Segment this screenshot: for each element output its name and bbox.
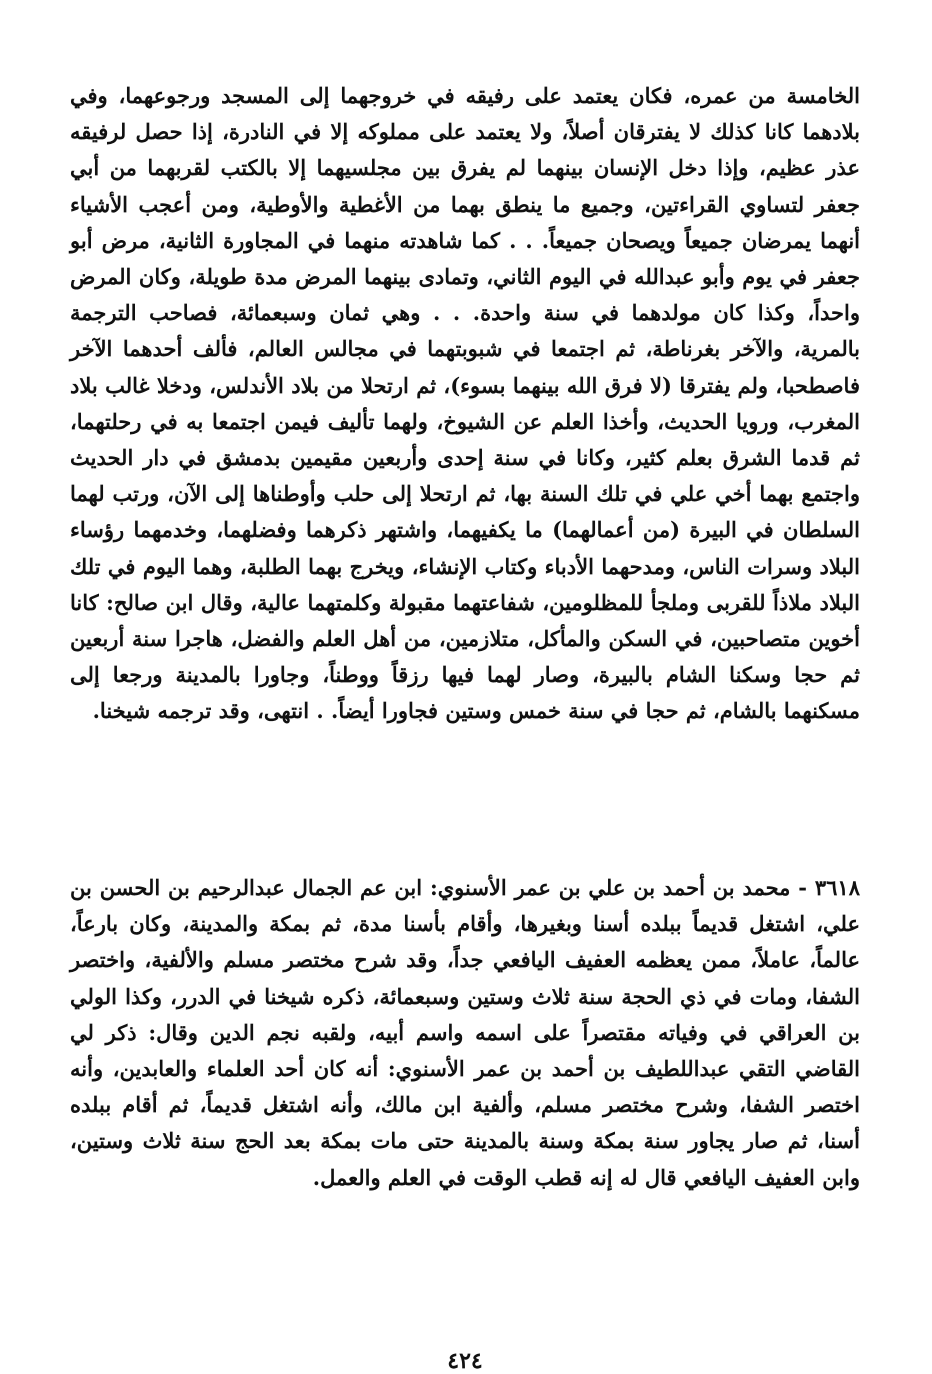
- entry-body: : ابن عم الجمال عبدالرحيم بن الحسن بن علي، اشتغل قديماً ببلده أسنا وبغيرها، وأقام بأسنا مدة، ثم بمكة والمدينة، وكان بارعاً، عالماً، عاملاً، ممن يعظمه العفيف اليافعي جداً، وقد شرح مختصر مسلم والألفية، واختصر الشفا، ومات في ذي الحجة سنة ثلاث وستين وسبعمائة، ذكره شيخنا في الدرر، وكذا الولي بن العراقي في وفياته مقتصراً على اسمه واسم أبيه، ولقبه نجم الدين وقال: ذكر لي القاضي التقي عبداللطيف بن أحمد بن عمر الأسنوي: أنه كان أحد العلماء والعابدين، وأنه اختصر الشفا، وشرح مختصر مسلم، وألفية ابن مالك، وأنه اشتغل قديماً، ثم أقام ببلده أسنا، ثم صار يجاور سنة بمكة وسنة بالمدينة حتى مات بمكة بعد الحج سنة ثلاث وستين، وابن العفيف اليافعي قال له إنه قطب الوقت في العلم والعمل.: [70, 875, 861, 1190]
- page-number: ٤٢٤: [447, 1348, 483, 1374]
- biography-continuation-paragraph: الخامسة من عمره، فكان يعتمد على رفيقه في خروجهما إلى المسجد ورجوعهما، وفي بلادهما كانا كذلك لا يفترقان أصلاً، ولا يعتمد على مملوكه إلا في النادرة، إذا حصل لرفيقه عذر عظيم، وإذا دخل الإنسان بينهما لم يفرق بين مجلسيهما إلا بالكتب لقربهما من أبي جعفر لتساوي القراءتين، وجميع ما ينطق بهما من الأغطية والأوطية، ومن أعجب الأشياء أنهما يمرضان جميعاً ويصحان جميعاً. . . كما شاهدته منهما في المجاورة الثانية، مرض أبو جعفر في يوم وأبو عبدالله في اليوم الثاني، وتمادى بينهما المرض مدة طويلة، وكان المرض واحداً، وكذا كان مولدهما في سنة واحدة. . . وهي ثمان وسبعمائة، فصاحب الترجمة بالمرية، والآخر بغرناطة، ثم اجتمعا في شبوبتهما في مجالس العالم، فألف أحدهما الآخر فاصطحبا، ولم يفترقا (لا فرق الله بينهما بسوء)، ثم ارتحلا من بلاد الأندلس، ودخلا غالب بلاد المغرب، ورويا الحديث، وأخذا العلم عن الشيوخ، ولهما تأليف فيمن اجتمعا به في رحلتهما، ثم قدما الشرق بعلم كثير، وكانا في سنة إحدى وأربعين مقيمين بدمشق في دار الحديث واجتمع بهما أخي علي في تلك السنة بها، ثم ارتحلا إلى حلب وأوطناها إلى الآن، ورتب لهما السلطان في البيرة (من أعمالهما) ما يكفيهما، واشتهر ذكرهما وفضلهما، وخدمهما رؤساء البلاد وسرات الناس، ومدحهما الأدباء وكتاب الإنشاء، ويخرج بهما الطلبة، وهما اليوم في تلك البلاد ملاذاً للقربى وملجأ للمظلومين، شفاعتهما مقبولة وكلمتهما عالية، وقال ابن صالح: كانا أخوين متصاحبين، في السكن والمأكل، متلازمين، من أهل العلم والفضل، هاجرا سنة أربعين ثم حجا وسكنا الشام بالبيرة، وصار لهما فيها رزقاً ووطناً، وجاورا بالمدينة ورجعا إلى مسكنهما بالشام، ثم حجا في سنة خمس وستين فجاورا أيضاً. . انتهى، وقد ترجمه شيخنا.: [70, 83, 860, 724]
- entry-separator: -: [790, 875, 815, 900]
- biography-entry-3618: [70, 870, 860, 1196]
- entry-number: ٣٦١٨: [814, 875, 860, 900]
- document-page: [70, 78, 861, 1374]
- entry-heading: محمد بن أحمد بن علي بن عمر الأسنوي: [437, 875, 791, 900]
